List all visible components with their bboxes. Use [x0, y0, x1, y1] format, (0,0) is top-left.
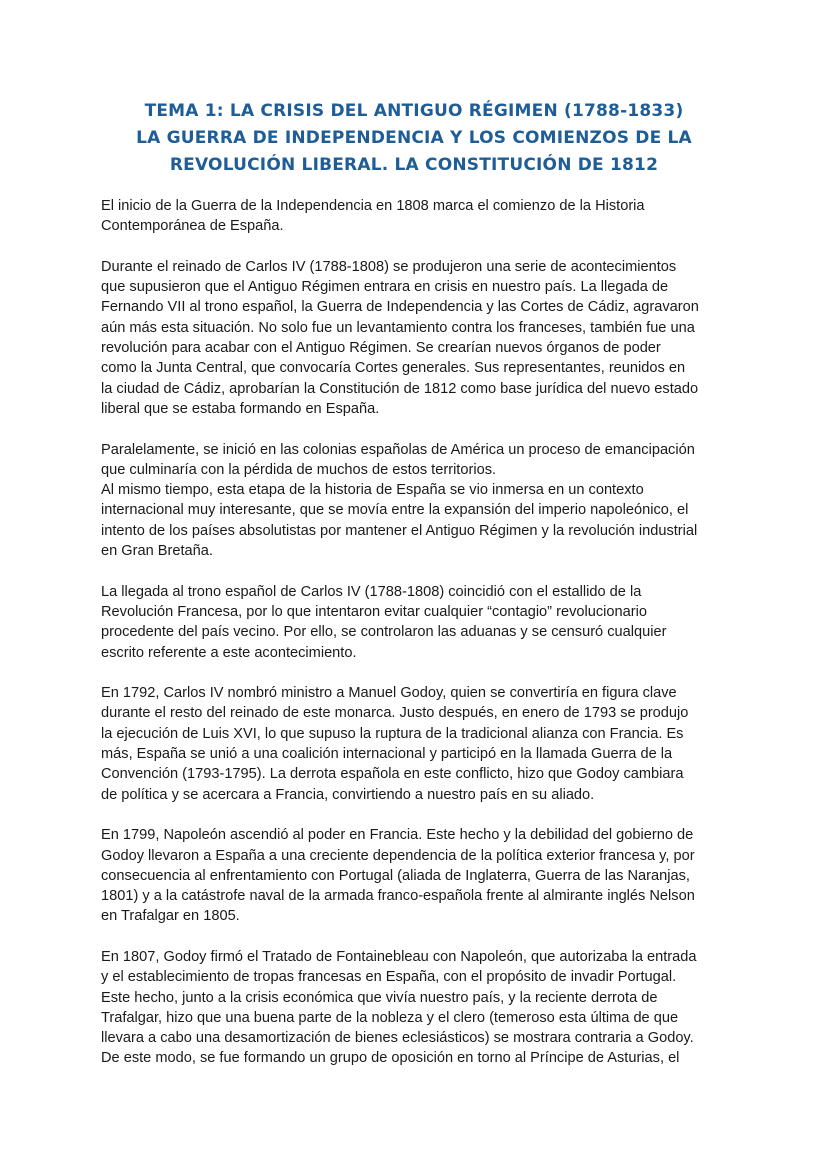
- text-line: procedente del país vecino. Por ello, se controlaron las aduanas y se censuró cualquier: [101, 624, 667, 641]
- paragraph-intro: [101, 196, 731, 237]
- text-line: Revolución Francesa, por lo que intentaron evitar cualquier “contagio” revolucionario: [101, 603, 647, 620]
- paragraph-emancipation: [101, 440, 731, 481]
- text-line: Godoy llevaron a España a una creciente dependencia de la política exterior francesa y, por: [101, 847, 695, 864]
- text-line: que culminaría con la pérdida de muchos de estos territorios.: [101, 461, 497, 478]
- text-line: como la Junta Central, que convocaría Cortes generales. Sus representantes, reunidos en: [101, 360, 686, 377]
- text-line: escrito referente a este acontecimiento.: [101, 644, 357, 661]
- text-line: la ciudad de Cádiz, aprobarían la Constitución de 1812 como base jurídica del nuevo estado: [101, 380, 699, 397]
- text-line: aún más esta situación. No solo fue un levantamiento contra los franceses, también fue una: [101, 319, 695, 336]
- document-title: [60, 98, 768, 179]
- document-body: [101, 196, 731, 1089]
- text-line: en Trafalgar en 1805.: [101, 908, 240, 925]
- text-line: llevara a cabo una desamortización de bienes eclesiásticos) se mostrara contraria a Godoy.: [101, 1030, 694, 1047]
- text-line: consecuencia al enfrentamiento con Portugal (aliada de Inglaterra, Guerra de las Naranjas,: [101, 867, 690, 884]
- text-line: durante el resto del reinado de este monarca. Justo después, en enero de 1793 se produjo: [101, 705, 689, 722]
- text-line: En 1799, Napoleón ascendió al poder en Francia. Este hecho y la debilidad del gobierno de: [101, 827, 694, 844]
- text-line: Al mismo tiempo, esta etapa de la historia de España se vio inmersa en un contexto: [101, 482, 644, 499]
- paragraph-international-context: [101, 480, 731, 561]
- paragraph-godoy-1792: [101, 683, 731, 805]
- paragraph-fontainebleau-1807: [101, 947, 731, 1069]
- text-line: 1801) y a la catástrofe naval de la armada franco-española frente al almirante inglés Nelson: [101, 888, 695, 905]
- text-line: internacional muy interesante, que se movía entre la expansión del imperio napoleónico, el: [101, 502, 689, 519]
- text-line: Durante el reinado de Carlos IV (1788-1808) se produjeron una serie de acontecimientos: [101, 258, 677, 275]
- text-line: En 1792, Carlos IV nombró ministro a Manuel Godoy, quien se convertiría en figura clave: [101, 685, 677, 702]
- title-line-2: LA GUERRA DE INDEPENDENCIA Y LOS COMIENZOS DE LA: [136, 128, 692, 148]
- text-line: Trafalgar, hizo que una buena parte de la nobleza y el clero (temeroso esta última de que: [101, 1009, 679, 1026]
- text-line: liberal que se estaba formando en España.: [101, 400, 380, 417]
- text-line: Este hecho, junto a la crisis económica que vivía nuestro país, y la reciente derrota de: [101, 989, 658, 1006]
- title-line-1: TEMA 1: LA CRISIS DEL ANTIGUO RÉGIMEN (1788-1833): [144, 101, 684, 121]
- paragraph-napoleon-1799: [101, 825, 731, 926]
- text-line: Fernando VII al trono español, la Guerra de Independencia y las Cortes de Cádiz, agravaron: [101, 299, 699, 316]
- text-line: y el establecimiento de tropas francesas en España, con el propósito de invadir Portugal.: [101, 969, 677, 986]
- text-line: en Gran Bretaña.: [101, 543, 213, 560]
- text-line: de política y se acercara a Francia, convirtiendo a nuestro país en su aliado.: [101, 786, 595, 803]
- text-line: la ejecución de Luis XVI, lo que supuso la ruptura de la tradicional alianza con Francia. Es: [101, 725, 684, 742]
- text-line: intento de los países absolutistas por mantener el Antiguo Régimen y la revolución industrial: [101, 522, 698, 539]
- text-line: que supusieron que el Antiguo Régimen entrara en crisis en nuestro país. La llegada de: [101, 279, 669, 296]
- text-line: más, España se unió a una coalición internacional y participó en la llamada Guerra de la: [101, 746, 673, 763]
- text-line: De este modo, se fue formando un grupo de oposición en torno al Príncipe de Asturias, el: [101, 1050, 680, 1067]
- text-line: En 1807, Godoy firmó el Tratado de Fontainebleau con Napoleón, que autorizaba la entrada: [101, 948, 697, 965]
- text-line: Convención (1793-1795). La derrota española en este conflicto, hizo que Godoy cambiara: [101, 766, 684, 783]
- text-line: El inicio de la Guerra de la Independencia en 1808 marca el comienzo de la Historia: [101, 198, 645, 214]
- paragraph-french-revolution: [101, 582, 731, 663]
- text-line: revolución para acabar con el Antiguo Régimen. Se crearían nuevos órganos de poder: [101, 340, 661, 357]
- text-line: Paralelamente, se inició en las colonias españolas de América un proceso de emancipación: [101, 441, 695, 458]
- title-line-3: REVOLUCIÓN LIBERAL. LA CONSTITUCIÓN DE 1812: [169, 155, 659, 175]
- text-line: Contemporánea de España.: [101, 218, 284, 235]
- paragraph-carlos-iv-reign: [101, 257, 731, 419]
- text-line: La llegada al trono español de Carlos IV (1788-1808) coincidió con el estallido de la: [101, 583, 642, 600]
